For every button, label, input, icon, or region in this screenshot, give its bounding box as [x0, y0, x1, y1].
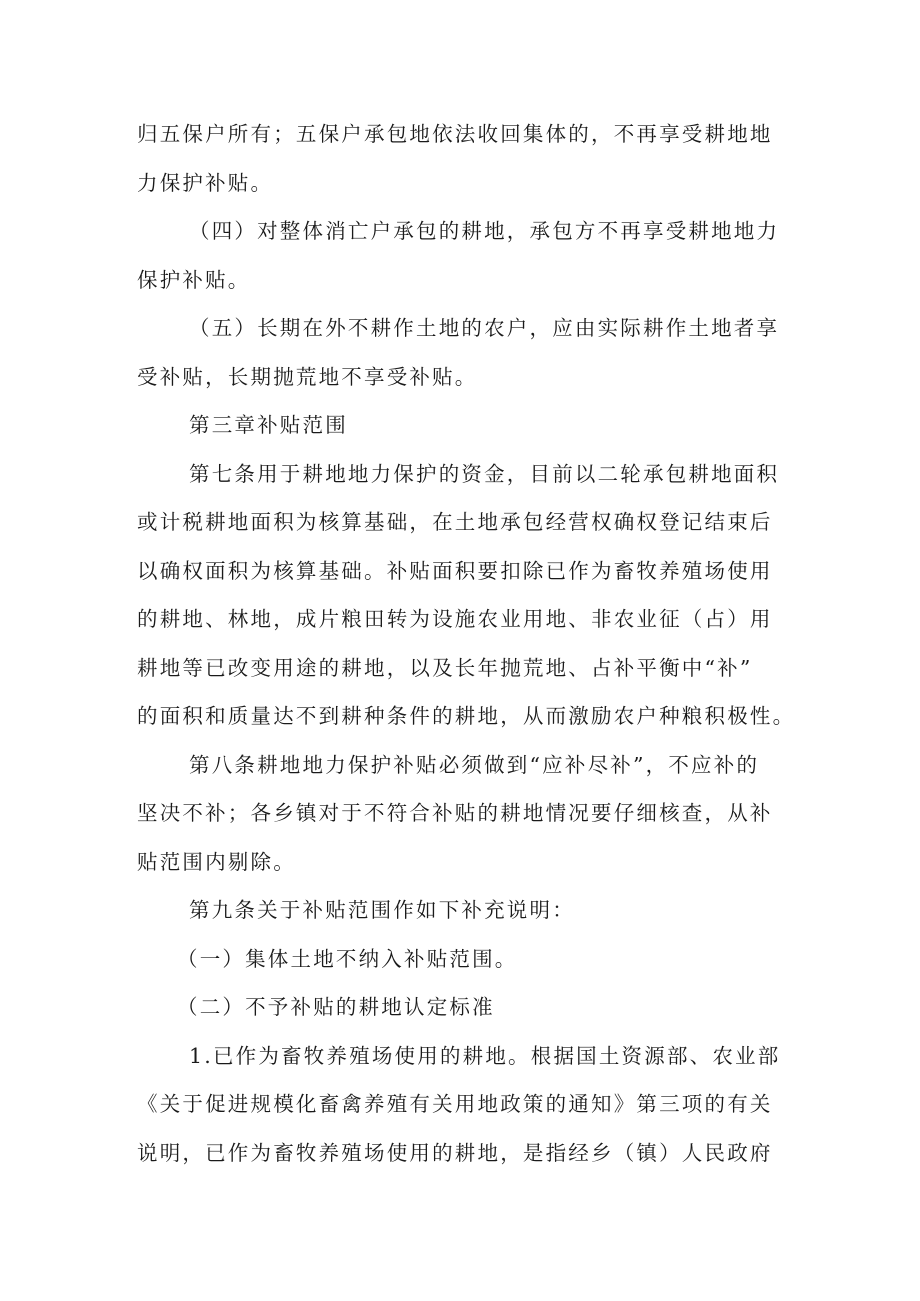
chapter-heading — [137, 401, 797, 450]
text-line: 坚决不补；各乡镇对于不符合补贴的耕地情况要仔细核查，从补 — [137, 801, 773, 825]
paragraph-item-4 — [137, 207, 797, 304]
paragraph-point-1 — [137, 1032, 797, 1178]
text-line: 耕地等已改变用途的耕地，以及长年抛荒地、占补平衡中“补” — [137, 655, 753, 680]
text-line: 归五保户所有；五保户承包地依法收回集体的，不再享受耕地地 — [137, 122, 773, 146]
paragraph-continuation — [137, 110, 797, 207]
text-line: 1.已作为畜牧养殖场使用的耕地。根据国土资源部、农业部 — [189, 1043, 781, 1068]
paragraph-sub-1 — [137, 935, 797, 984]
text-line: 保护补贴。 — [137, 267, 251, 292]
text-line: 《关于促进规模化畜禽养殖有关用地政策的通知》第三项的有关 — [137, 1092, 773, 1116]
text-line: 第八条耕地地力保护补贴必须做到“应补尽补”，不应补的 — [189, 752, 760, 777]
text-line: 贴范围内剔除。 — [137, 849, 296, 874]
paragraph-sub-2 — [137, 983, 797, 1032]
document-page — [137, 110, 797, 1177]
text-line: 或计税耕地面积为核算基础，在土地承包经营权确权登记结束后 — [137, 510, 773, 534]
text-line: 受补贴，长期抛荒地不享受补贴。 — [137, 364, 478, 389]
paragraph-item-5 — [137, 304, 797, 401]
text-line: （一）集体土地不纳入补贴范围。 — [177, 946, 518, 971]
text-line: 的耕地、林地，成片粮田转为设施农业用地、非农业征（占）用 — [137, 607, 773, 631]
text-line: 第三章补贴范围 — [189, 413, 348, 437]
text-line: 第九条关于补贴范围作如下补充说明： — [189, 898, 575, 922]
text-line: （二）不予补贴的耕地认定标准 — [177, 995, 495, 1019]
paragraph-article-8 — [137, 741, 797, 887]
text-line: 力保护补贴。 — [137, 170, 274, 195]
text-line: 以确权面积为核算基础。补贴面积要扣除已作为畜牧养殖场使用 — [137, 558, 773, 583]
text-line: 的面积和质量达不到耕种条件的耕地，从而激励农户种粮积极性。 — [137, 704, 796, 728]
paragraph-article-9 — [137, 886, 797, 935]
paragraph-article-7 — [137, 450, 797, 741]
text-line: 说明，已作为畜牧养殖场使用的耕地，是指经乡（镇）人民政府 — [137, 1140, 773, 1165]
text-line: 第七条用于耕地地力保护的资金，目前以二轮承包耕地面积 — [189, 461, 780, 486]
text-line: （四）对整体消亡户承包的耕地，承包方不再享受耕地地力 — [189, 219, 780, 243]
text-line: （五）长期在外不耕作土地的农户，应由实际耕作土地者享 — [189, 316, 780, 340]
